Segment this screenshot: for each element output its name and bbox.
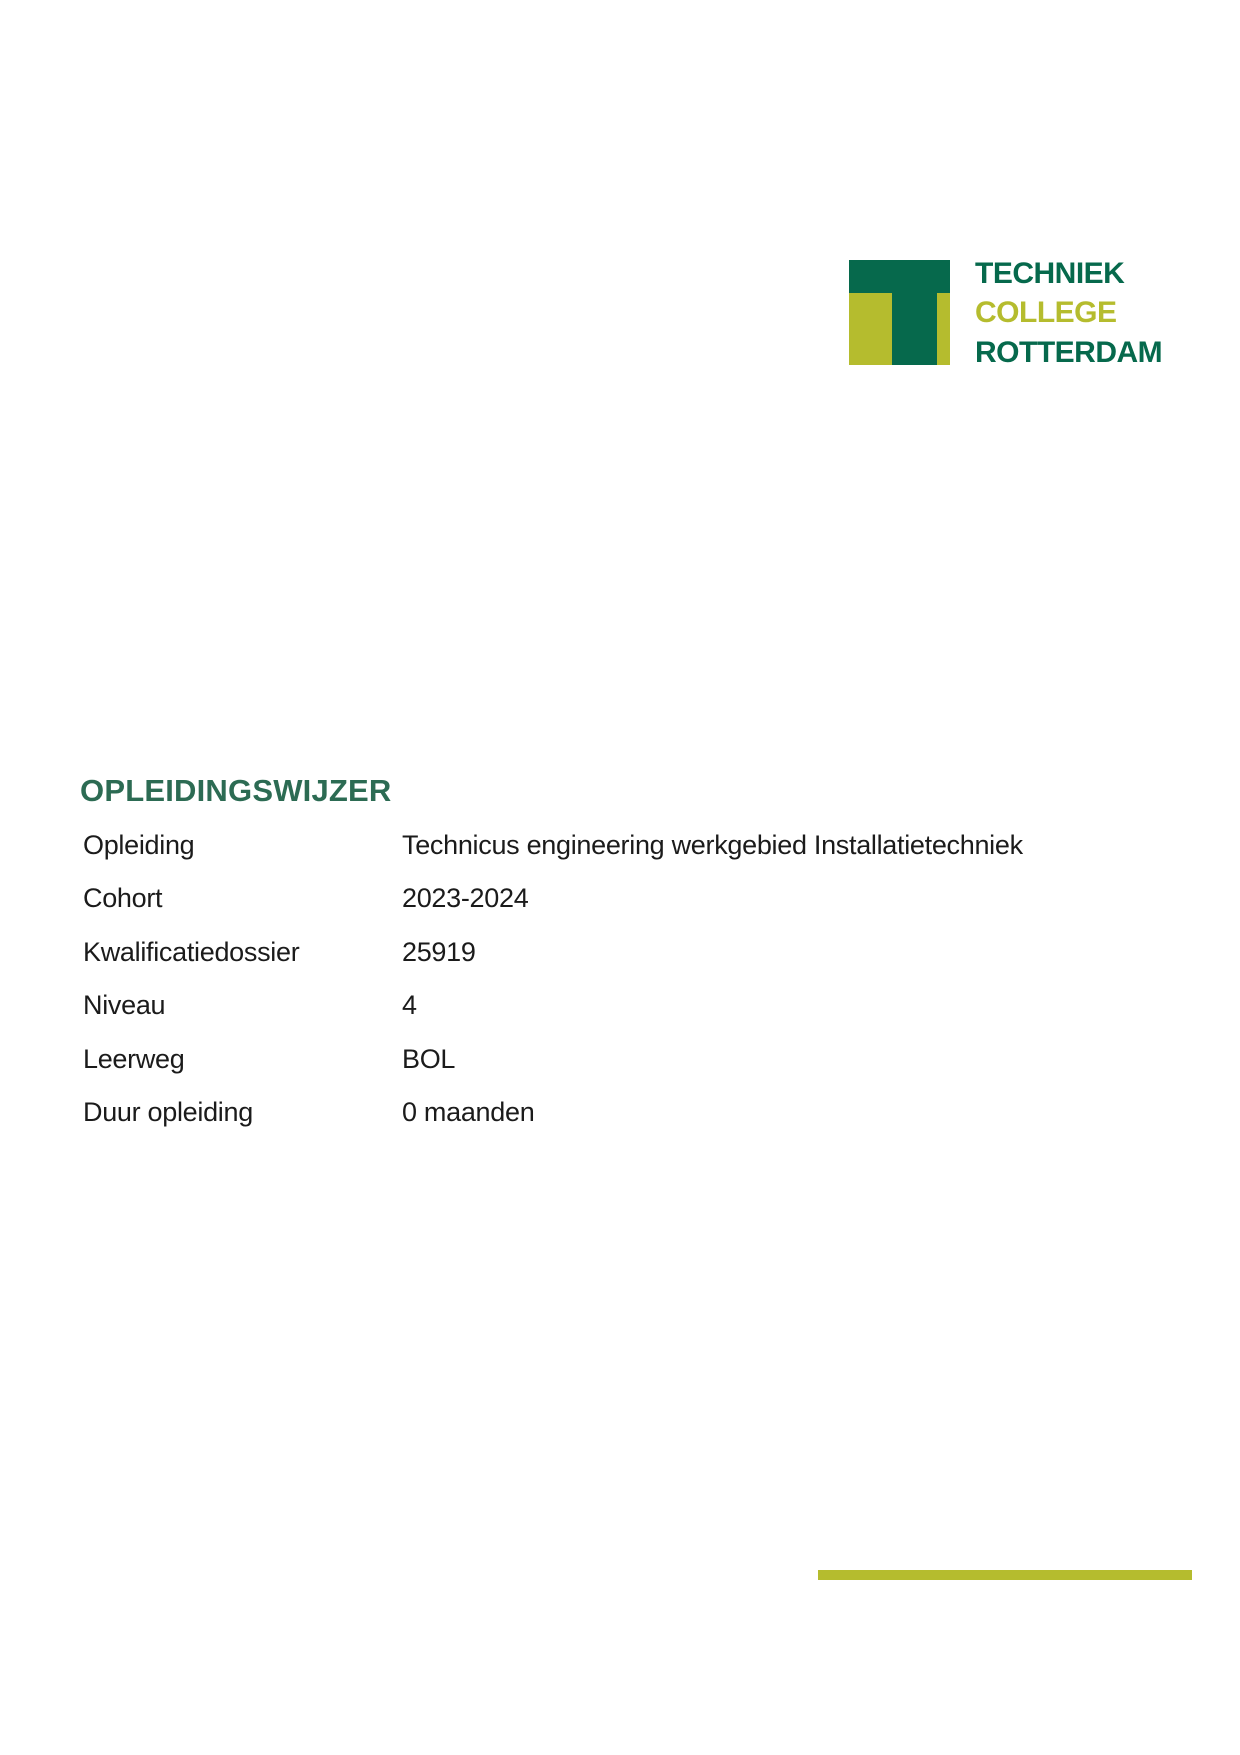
table-row: [83, 991, 1083, 1020]
row-label-niveau: Niveau: [83, 990, 166, 1021]
logo-word-rotterdam: ROTTERDAM: [975, 335, 1163, 369]
row-value-niveau: 4: [402, 990, 417, 1021]
row-value-opleiding: Technicus engineering werkgebied Installatietechniek: [402, 830, 1023, 860]
row-value-duur-opleiding: 0 maanden: [402, 1096, 535, 1127]
footer-accent-bar: [818, 1570, 1192, 1580]
logo-t-top-bar: [849, 260, 950, 293]
row-label-opleiding: Opleiding: [83, 830, 195, 860]
row-label-cohort: Cohort: [83, 883, 163, 914]
row-value-leerweg: BOL: [402, 1043, 456, 1074]
row-label-kwalificatiedossier: Kwalificatiedossier: [83, 936, 300, 967]
logo-yellow-left-block: [849, 293, 892, 365]
t-block-logo-icon: [849, 260, 950, 365]
table-row: [83, 938, 1083, 967]
row-label-duur-opleiding: Duur opleiding: [83, 1096, 253, 1127]
table-row: [83, 884, 1083, 913]
logo-t-stem: [892, 293, 937, 365]
row-value-kwalificatiedossier: 25919: [402, 936, 476, 967]
page-title: OPLEIDINGSWIJZER: [80, 773, 392, 808]
program-info-table: [83, 831, 1083, 1151]
logo-wordmark: [975, 254, 1162, 372]
logo-yellow-right-block: [937, 293, 950, 365]
logo-word-techniek: TECHNIEK: [975, 257, 1125, 290]
logo-word-college: COLLEGE: [975, 296, 1117, 330]
table-row: [83, 1045, 1083, 1074]
table-row: [83, 1098, 1083, 1127]
table-row: [83, 831, 1083, 860]
techniek-college-rotterdam-logo: [849, 257, 1209, 370]
row-value-cohort: 2023-2024: [402, 883, 529, 914]
row-label-leerweg: Leerweg: [83, 1043, 185, 1074]
